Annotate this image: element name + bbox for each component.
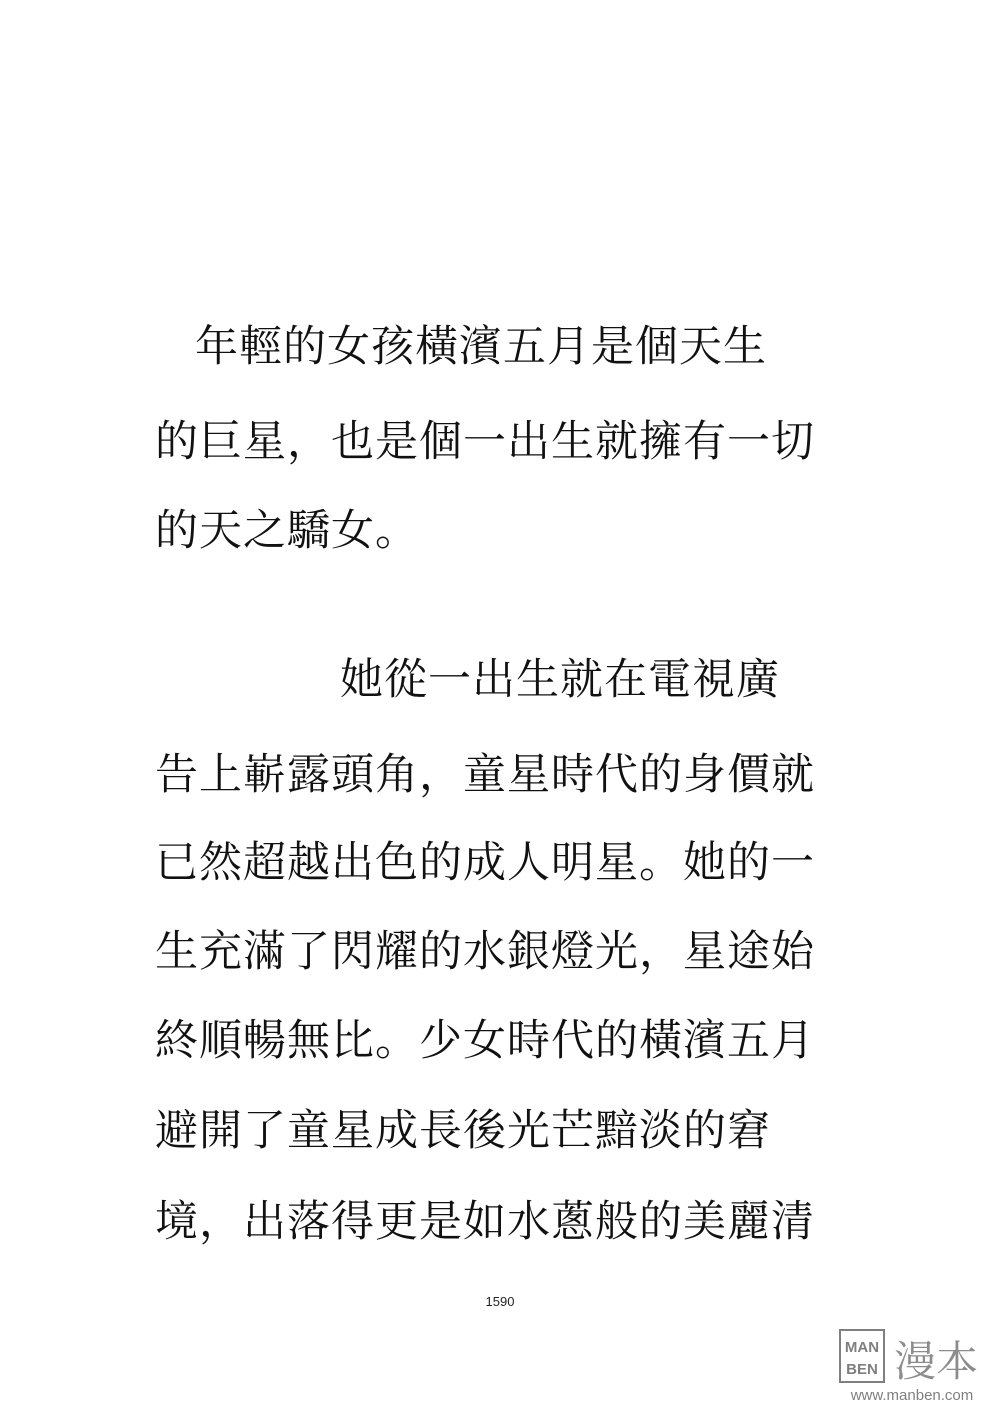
- paragraph-1-line-2: 的巨星，也是個一出生就擁有一切: [155, 417, 815, 467]
- svg-text:漫本: 漫本: [893, 1337, 979, 1386]
- paragraph-1-line-1: 年輕的女孩橫濱五月是個天生: [195, 322, 767, 372]
- paragraph-2-line-7: 境，出落得更是如水蔥般的美麗清: [155, 1197, 815, 1247]
- svg-text:www.manben.com: www.manben.com: [850, 1387, 974, 1404]
- svg-text:MAN: MAN: [844, 1339, 880, 1356]
- paragraph-2-line-3: 已然超越出色的成人明星。她的一: [155, 838, 815, 888]
- paragraph-2-line-6: 避開了童星成長後光芒黯淡的窘: [155, 1106, 771, 1156]
- manben-logo-icon: [838, 1326, 988, 1406]
- page-number: 1590: [485, 1294, 515, 1309]
- paragraph-2-line-5: 終順暢無比。少女時代的橫濱五月: [155, 1016, 815, 1066]
- paragraph-1-line-3: 的天之驕女。: [155, 506, 419, 556]
- paragraph-2-line-2: 告上嶄露頭角，童星時代的身價就: [155, 750, 815, 800]
- svg-text:BEN: BEN: [846, 1361, 878, 1378]
- paragraph-2-line-4: 生充滿了閃耀的水銀燈光，星途始: [155, 927, 815, 977]
- paragraph-2-line-1: 她從一出生就在電視廣: [340, 655, 780, 705]
- manben-watermark: [838, 1326, 988, 1406]
